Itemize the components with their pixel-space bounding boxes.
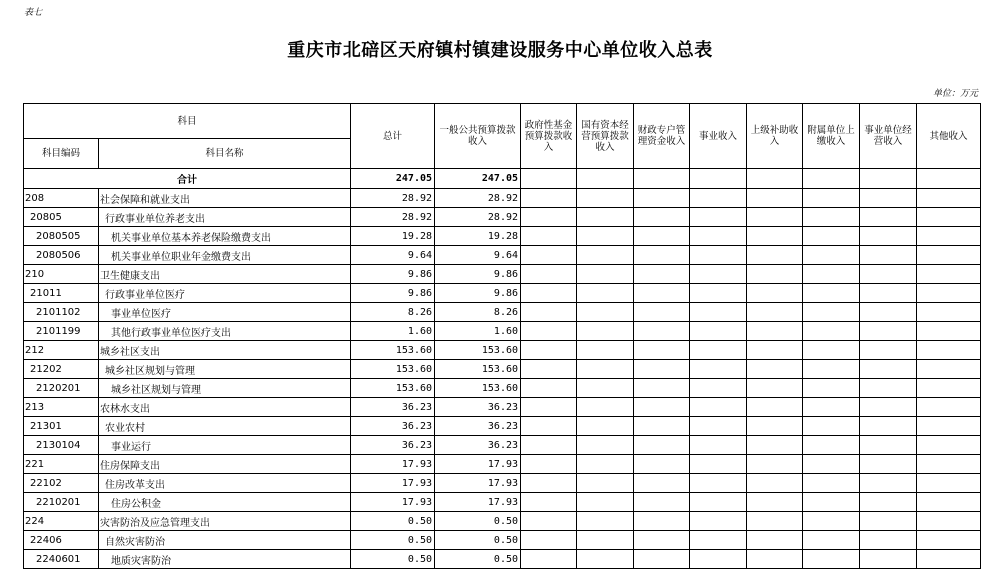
row-empty-cell (521, 474, 577, 493)
row-empty-cell (690, 531, 747, 550)
row-code: 213 (24, 398, 99, 417)
row-empty-cell (521, 265, 577, 284)
row-empty-cell (803, 512, 860, 531)
row-empty-cell (803, 531, 860, 550)
row-general-budget: 17.93 (435, 493, 521, 512)
row-empty-cell (634, 379, 690, 398)
row-code: 2210201 (24, 493, 99, 512)
row-empty-cell (521, 531, 577, 550)
row-general-budget: 36.23 (435, 436, 521, 455)
row-empty-cell (634, 246, 690, 265)
row-general-budget: 0.50 (435, 512, 521, 531)
row-empty-cell (747, 265, 803, 284)
row-empty-cell (917, 398, 981, 417)
row-name: 行政事业单位医疗 (99, 284, 351, 303)
row-total: 17.93 (351, 455, 435, 474)
row-empty-cell (634, 322, 690, 341)
row-code: 221 (24, 455, 99, 474)
income-summary-table (23, 103, 981, 569)
row-empty-cell (917, 322, 981, 341)
row-empty-cell (803, 436, 860, 455)
table-row (24, 379, 981, 398)
row-total: 36.23 (351, 436, 435, 455)
row-empty-cell (860, 341, 917, 360)
row-empty-cell (747, 360, 803, 379)
row-empty-cell (634, 474, 690, 493)
row-empty-cell (521, 436, 577, 455)
row-empty-cell (803, 322, 860, 341)
row-empty-cell (860, 398, 917, 417)
row-name: 机关事业单位基本养老保险缴费支出 (99, 227, 351, 246)
row-empty-cell (690, 379, 747, 398)
row-empty-cell (521, 208, 577, 227)
row-empty-cell (521, 284, 577, 303)
row-general-budget: 153.60 (435, 341, 521, 360)
unit-label: 单位：万元 (932, 89, 978, 99)
header-affiliated: 附属单位上缴收入 (803, 104, 860, 169)
row-total: 9.86 (351, 265, 435, 284)
row-empty-cell (521, 398, 577, 417)
row-empty-cell (803, 227, 860, 246)
row-empty-cell (917, 303, 981, 322)
row-empty-cell (747, 341, 803, 360)
row-empty-cell (690, 189, 747, 208)
row-empty-cell (521, 303, 577, 322)
row-total: 0.50 (351, 531, 435, 550)
row-empty-cell (917, 341, 981, 360)
row-empty-cell (690, 360, 747, 379)
row-empty-cell (747, 512, 803, 531)
row-empty-cell (803, 360, 860, 379)
table-row (24, 455, 981, 474)
row-empty-cell (577, 322, 634, 341)
row-empty-cell (917, 474, 981, 493)
row-empty-cell (634, 265, 690, 284)
table-row (24, 341, 981, 360)
row-empty-cell (690, 265, 747, 284)
row-empty-cell (803, 341, 860, 360)
row-name: 农业农村 (99, 417, 351, 436)
header-name: 科目名称 (99, 139, 351, 169)
row-empty-cell (803, 265, 860, 284)
row-empty-cell (803, 398, 860, 417)
row-empty-cell (690, 455, 747, 474)
table-row (24, 493, 981, 512)
row-empty-cell (690, 341, 747, 360)
row-total: 8.26 (351, 303, 435, 322)
row-name: 住房公积金 (99, 493, 351, 512)
header-gov-fund: 政府性基金预算拨款收入 (521, 104, 577, 169)
row-empty-cell (917, 284, 981, 303)
row-code: 22406 (24, 531, 99, 550)
row-empty-cell (917, 360, 981, 379)
row-name: 社会保障和就业支出 (99, 189, 351, 208)
row-name: 其他行政事业单位医疗支出 (99, 322, 351, 341)
row-empty-cell (690, 417, 747, 436)
total-general-value: 247.05 (435, 169, 521, 189)
row-empty-cell (860, 322, 917, 341)
row-general-budget: 17.93 (435, 474, 521, 493)
total-row (24, 169, 981, 189)
row-name: 城乡社区规划与管理 (99, 360, 351, 379)
row-empty-cell (860, 208, 917, 227)
row-code: 21202 (24, 360, 99, 379)
row-code: 2101102 (24, 303, 99, 322)
row-empty-cell (521, 550, 577, 569)
table-row (24, 531, 981, 550)
row-empty-cell (634, 550, 690, 569)
row-empty-cell (690, 284, 747, 303)
row-empty-cell (577, 265, 634, 284)
row-empty-cell (634, 493, 690, 512)
row-empty-cell (803, 189, 860, 208)
row-empty-cell (917, 455, 981, 474)
row-code: 21301 (24, 417, 99, 436)
row-empty-cell (803, 474, 860, 493)
row-empty-cell (690, 208, 747, 227)
row-empty-cell (634, 531, 690, 550)
row-empty-cell (577, 360, 634, 379)
row-empty-cell (917, 417, 981, 436)
row-empty-cell (803, 550, 860, 569)
row-empty-cell (860, 436, 917, 455)
table-row (24, 189, 981, 208)
row-empty-cell (521, 360, 577, 379)
row-name: 机关事业单位职业年金缴费支出 (99, 246, 351, 265)
row-total: 1.60 (351, 322, 435, 341)
row-empty-cell (577, 398, 634, 417)
row-total: 153.60 (351, 360, 435, 379)
table-row (24, 303, 981, 322)
row-empty-cell (521, 417, 577, 436)
row-empty-cell (634, 436, 690, 455)
row-name: 住房保障支出 (99, 455, 351, 474)
row-empty-cell (521, 227, 577, 246)
row-empty-cell (577, 284, 634, 303)
row-empty-cell (747, 531, 803, 550)
row-empty-cell (803, 455, 860, 474)
row-empty-cell (917, 227, 981, 246)
table-body (24, 169, 981, 569)
row-empty-cell (917, 436, 981, 455)
row-empty-cell (917, 208, 981, 227)
table-row (24, 265, 981, 284)
row-name: 城乡社区规划与管理 (99, 379, 351, 398)
row-empty-cell (577, 379, 634, 398)
row-empty-cell (860, 284, 917, 303)
row-general-budget: 8.26 (435, 303, 521, 322)
header-total: 总计 (351, 104, 435, 169)
row-empty-cell (747, 436, 803, 455)
row-empty-cell (860, 550, 917, 569)
row-name: 灾害防治及应急管理支出 (99, 512, 351, 531)
row-empty-cell (690, 398, 747, 417)
row-empty-cell (577, 436, 634, 455)
row-empty-cell (690, 493, 747, 512)
row-empty-cell (917, 189, 981, 208)
row-general-budget: 28.92 (435, 189, 521, 208)
row-total: 28.92 (351, 189, 435, 208)
row-empty-cell (577, 531, 634, 550)
row-empty-cell (803, 246, 860, 265)
row-total: 153.60 (351, 341, 435, 360)
row-empty-cell (860, 512, 917, 531)
row-empty-cell (860, 246, 917, 265)
row-empty-cell (577, 455, 634, 474)
row-code: 22102 (24, 474, 99, 493)
row-empty-cell (860, 227, 917, 246)
table-row (24, 246, 981, 265)
row-empty-cell (747, 550, 803, 569)
total-label: 合计 (24, 169, 351, 189)
row-empty-cell (521, 493, 577, 512)
row-empty-cell (860, 360, 917, 379)
row-empty-cell (803, 417, 860, 436)
row-empty-cell (690, 436, 747, 455)
row-total: 9.86 (351, 284, 435, 303)
row-empty-cell (577, 341, 634, 360)
row-empty-cell (577, 208, 634, 227)
header-subject: 科目 (24, 104, 351, 139)
row-general-budget: 153.60 (435, 360, 521, 379)
row-name: 事业单位医疗 (99, 303, 351, 322)
header-code: 科目编码 (24, 139, 99, 169)
row-empty-cell (917, 550, 981, 569)
row-total: 153.60 (351, 379, 435, 398)
table-row (24, 417, 981, 436)
row-general-budget: 19.28 (435, 227, 521, 246)
row-empty-cell (634, 512, 690, 531)
row-total: 17.93 (351, 493, 435, 512)
row-empty-cell (860, 379, 917, 398)
row-empty-cell (917, 379, 981, 398)
row-empty-cell (917, 512, 981, 531)
table-row (24, 474, 981, 493)
header-state-capital: 国有资本经营预算拨款收入 (577, 104, 634, 169)
table-row (24, 227, 981, 246)
row-empty-cell (747, 303, 803, 322)
row-empty-cell (860, 417, 917, 436)
row-empty-cell (634, 189, 690, 208)
table-row (24, 208, 981, 227)
row-empty-cell (521, 455, 577, 474)
table-row (24, 284, 981, 303)
header-fiscal-special: 财政专户管理资金收入 (634, 104, 690, 169)
row-code: 20805 (24, 208, 99, 227)
row-empty-cell (690, 474, 747, 493)
row-empty-cell (634, 417, 690, 436)
row-empty-cell (917, 531, 981, 550)
row-code: 2240601 (24, 550, 99, 569)
row-empty-cell (634, 284, 690, 303)
row-empty-cell (521, 246, 577, 265)
row-name: 农林水支出 (99, 398, 351, 417)
row-empty-cell (860, 455, 917, 474)
row-empty-cell (747, 227, 803, 246)
row-general-budget: 36.23 (435, 417, 521, 436)
row-code: 2120201 (24, 379, 99, 398)
row-empty-cell (634, 227, 690, 246)
row-empty-cell (747, 398, 803, 417)
row-total: 19.28 (351, 227, 435, 246)
header-row-1 (24, 104, 981, 139)
row-empty-cell (577, 227, 634, 246)
row-empty-cell (690, 512, 747, 531)
table-row (24, 322, 981, 341)
row-empty-cell (747, 417, 803, 436)
row-general-budget: 36.23 (435, 398, 521, 417)
header-business: 事业收入 (690, 104, 747, 169)
row-empty-cell (860, 265, 917, 284)
row-empty-cell (521, 341, 577, 360)
row-general-budget: 28.92 (435, 208, 521, 227)
row-empty-cell (803, 303, 860, 322)
row-code: 2130104 (24, 436, 99, 455)
row-empty-cell (803, 493, 860, 512)
row-empty-cell (521, 322, 577, 341)
row-empty-cell (803, 284, 860, 303)
row-name: 事业运行 (99, 436, 351, 455)
row-empty-cell (917, 265, 981, 284)
row-empty-cell (690, 550, 747, 569)
row-empty-cell (577, 189, 634, 208)
row-code: 208 (24, 189, 99, 208)
row-code: 2101199 (24, 322, 99, 341)
row-empty-cell (747, 474, 803, 493)
row-general-budget: 0.50 (435, 531, 521, 550)
row-empty-cell (803, 208, 860, 227)
row-empty-cell (747, 493, 803, 512)
row-empty-cell (917, 493, 981, 512)
row-code: 210 (24, 265, 99, 284)
row-name: 地质灾害防治 (99, 550, 351, 569)
row-empty-cell (577, 417, 634, 436)
table-row (24, 550, 981, 569)
row-empty-cell (634, 360, 690, 379)
row-empty-cell (521, 379, 577, 398)
row-total: 9.64 (351, 246, 435, 265)
row-general-budget: 9.86 (435, 265, 521, 284)
page-title: 重庆市北碚区天府镇村镇建设服务中心单位收入总表 (287, 40, 713, 61)
table-row (24, 360, 981, 379)
row-empty-cell (860, 493, 917, 512)
header-operating: 事业单位经营收入 (860, 104, 917, 169)
row-empty-cell (860, 474, 917, 493)
row-general-budget: 153.60 (435, 379, 521, 398)
row-empty-cell (747, 455, 803, 474)
row-total: 0.50 (351, 550, 435, 569)
row-empty-cell (521, 512, 577, 531)
row-general-budget: 9.64 (435, 246, 521, 265)
row-empty-cell (634, 398, 690, 417)
row-total: 0.50 (351, 512, 435, 531)
row-empty-cell (577, 474, 634, 493)
row-empty-cell (747, 189, 803, 208)
row-empty-cell (577, 303, 634, 322)
row-name: 行政事业单位养老支出 (99, 208, 351, 227)
row-empty-cell (690, 227, 747, 246)
row-empty-cell (917, 246, 981, 265)
row-empty-cell (747, 246, 803, 265)
table-row (24, 512, 981, 531)
row-code: 21011 (24, 284, 99, 303)
row-empty-cell (577, 550, 634, 569)
row-name: 卫生健康支出 (99, 265, 351, 284)
row-general-budget: 1.60 (435, 322, 521, 341)
row-general-budget: 9.86 (435, 284, 521, 303)
row-code: 224 (24, 512, 99, 531)
row-empty-cell (577, 246, 634, 265)
row-empty-cell (634, 208, 690, 227)
total-value: 247.05 (351, 169, 435, 189)
row-empty-cell (747, 379, 803, 398)
row-empty-cell (803, 379, 860, 398)
row-empty-cell (747, 322, 803, 341)
row-empty-cell (690, 322, 747, 341)
row-code: 212 (24, 341, 99, 360)
row-empty-cell (860, 303, 917, 322)
row-empty-cell (521, 189, 577, 208)
row-empty-cell (747, 284, 803, 303)
row-empty-cell (747, 208, 803, 227)
row-empty-cell (690, 303, 747, 322)
row-empty-cell (577, 512, 634, 531)
header-superior-subsidy: 上级补助收入 (747, 104, 803, 169)
row-name: 住房改革支出 (99, 474, 351, 493)
row-empty-cell (860, 189, 917, 208)
table-row (24, 398, 981, 417)
row-total: 36.23 (351, 398, 435, 417)
row-code: 2080506 (24, 246, 99, 265)
row-empty-cell (634, 455, 690, 474)
row-general-budget: 0.50 (435, 550, 521, 569)
table-row (24, 436, 981, 455)
header-other: 其他收入 (917, 104, 981, 169)
row-empty-cell (690, 246, 747, 265)
row-total: 36.23 (351, 417, 435, 436)
row-empty-cell (634, 341, 690, 360)
row-code: 2080505 (24, 227, 99, 246)
row-name: 城乡社区支出 (99, 341, 351, 360)
row-total: 17.93 (351, 474, 435, 493)
row-total: 28.92 (351, 208, 435, 227)
row-empty-cell (860, 531, 917, 550)
header-general-budget: 一般公共预算拨款收入 (435, 104, 521, 169)
row-empty-cell (577, 493, 634, 512)
row-general-budget: 17.93 (435, 455, 521, 474)
row-name: 自然灾害防治 (99, 531, 351, 550)
table-number: 表七 (24, 8, 43, 18)
row-empty-cell (634, 303, 690, 322)
